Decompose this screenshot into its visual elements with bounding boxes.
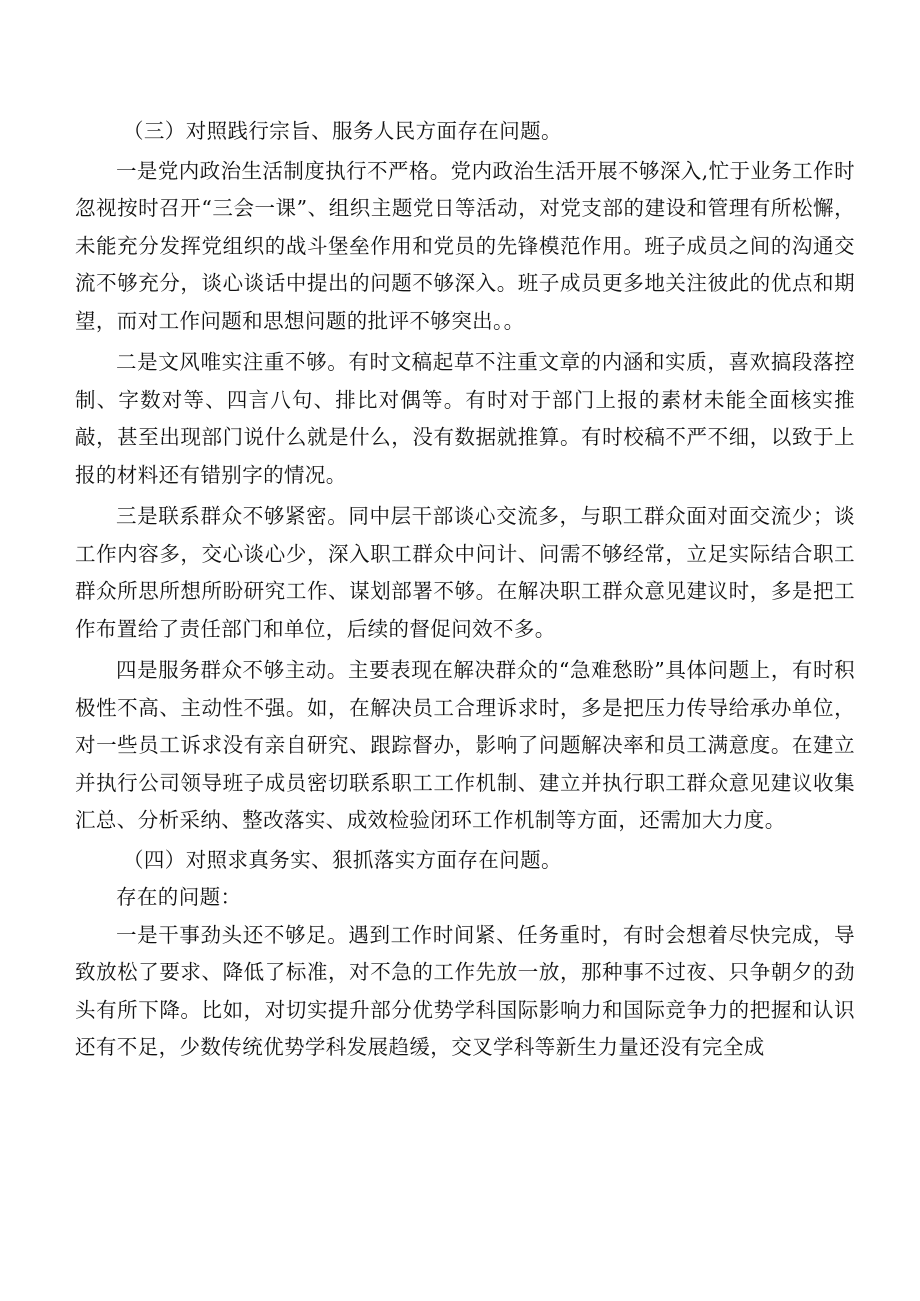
section-heading-three: （三）对照践行宗旨、服务人民方面存在问题。 [123, 119, 562, 143]
paragraph-party-life: 一是党内政治生活制度执行不严格。党内政治生活开展不够深入,忙于业务工作时忽视按时召开“三会一课”、组织主题党日等活动，对党支部的建设和管理有所松懈，未能充分发挥党组织的战斗堡垒作用和党员的先锋模范作用。班子成员之间的沟通交流不够充分，谈心谈话中提出的问题不够深入。班子成员更多地关注彼此的优点和期望，而对工作问题和思想问题的批评不够突出。。 [75, 158, 855, 333]
paragraph-work-drive: 一是干事劲头还不够足。遇到工作时间紧、任务重时，有时会想着尽快完成，导致放松了要求、降低了标准，对不急的工作先放一放，那种事不过夜、只争朝夕的劲头有所下降。比如，对切实提升部分优势学科国际影响力和国际竞争力的把握和认识还有不足，少数传统优势学科发展趋缓，交叉学科等新生力量还没有完全成 [75, 922, 855, 1059]
paragraph-writing-style: 二是文风唯实注重不够。有时文稿起草不注重文章的内涵和实质，喜欢搞段落控制、字数对等、四言八句、排比对偶等。有时对于部门上报的素材未能全面核实推敲，甚至出现部门说什么就是什么，没有数据就推算。有时校稿不严不细，以致于上报的材料还有错别字的情况。 [75, 350, 855, 487]
section-heading-four: （四）对照求真务实、狠抓落实方面存在问题。 [123, 847, 562, 872]
paragraph-issues-intro: 存在的问题： [116, 885, 242, 909]
document-body [75, 113, 855, 1067]
paragraph-contact-masses: 三是联系群众不够紧密。同中层干部谈心交流多，与职工群众面对面交流少；谈工作内容多，交心谈心少，深入职工群众中问计、问需不够经常，立足实际结合职工群众所思所想所盼研究工作、谋划部署不够。在解决职工群众意见建议时，多是把工作布置给了责任部门和单位，后续的督促问效不多。 [75, 504, 855, 641]
paragraph-serve-masses: 四是服务群众不够主动。主要表现在解决群众的“急难愁盼”具体问题上，有时积极性不高、主动性不强。如，在解决员工合理诉求时，多是把压力传导给承办单位，对一些员工诉求没有亲自研究、跟踪督办，影响了问题解决率和员工满意度。在建立并执行公司领导班子成员密切联系职工工作机制、建立并执行职工群众意见建议收集汇总、分析采纳、整改落实、成效检验闭环工作机制等方面，还需加大力度。 [75, 658, 855, 832]
